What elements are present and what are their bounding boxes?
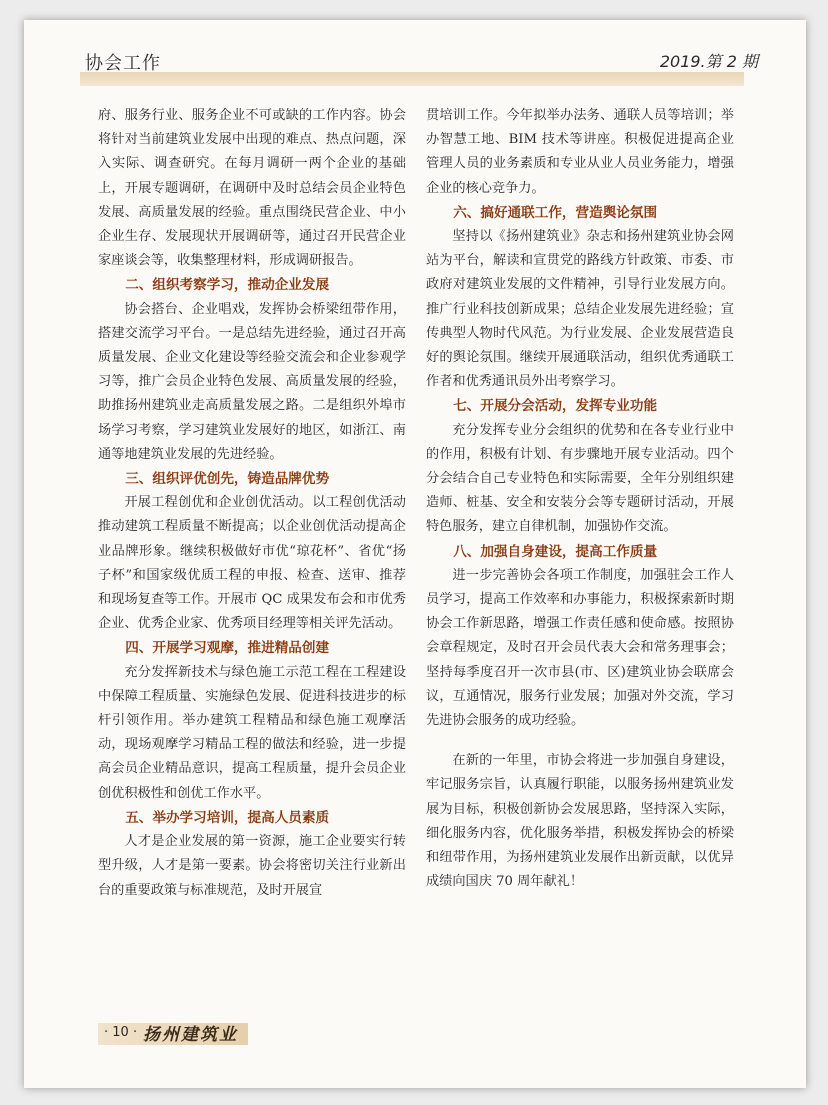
paragraph: 坚持以《扬州建筑业》杂志和扬州建筑业协会网站为平台，解读和宣贯党的路线方针政策、市委、市政府对建筑业发展的文件精神，引导行业发展方向。推广行业科技创新成果；总结企业发展先进经验；宣传典型人物时代风范。为行业发展、企业发展营造良好的舆论氛围。继续开展通联活动，组织优秀通联工作者和优秀通讯员外出考察学习。 <box>426 229 734 390</box>
left-column <box>98 104 406 903</box>
issue-label: 2019.第 2 期 <box>659 52 758 71</box>
section-title: 协会工作 <box>85 53 161 74</box>
section-heading: 六、搞好通联工作，营造舆论氛围 <box>453 204 658 221</box>
paragraph: 在新的一年里，市协会将进一步加强自身建设，牢记服务宗旨，认真履行职能，以服务扬州建筑业发展为目标，积极创新协会发展思路，坚持深入实际，细化服务内容，优化服务举措，积极发挥协会的桥梁和纽带作用，为扬州建筑业发展作出新贡献，以优异成绩向国庆 70 周年献礼！ <box>426 753 734 890</box>
paragraph: 进一步完善协会各项工作制度，加强驻会工作人员学习，提高工作效率和办事能力，积极探索新时期协会工作新思路，增强工作责任感和使命感。按照协会章程规定，及时召开会员代表大会和常务理事会；坚持每季度召开一次市县(市、区)建筑业协会联席会议，互通情况，服务行业发展；加强对外交流，学习先进协会服务的成功经验。 <box>426 567 734 729</box>
section-heading: 五、举办学习培训，提高人员素质 <box>125 809 330 826</box>
paragraph: 充分发挥专业分会组织的优势和在各专业行业中的作用，积极有计划、有步骤地开展专业活动。四个分会结合自己专业特色和实际需要，全年分别组织建造师、桩基、安全和安装分会等专题研讨活动，开展特色服务，建立自律机制，加强协作交流。 <box>426 422 734 535</box>
header-bar <box>80 72 744 86</box>
paragraph: 贯培训工作。今年拟举办法务、通联人员等培训；举办智慧工地、BIM 技术等讲座。积极促进提高企业管理人员的业务素质和专业从业人员业务能力，增强企业的核心竞争力。 <box>426 108 734 196</box>
section-heading: 四、开展学习观摩，推进精品创建 <box>125 640 330 657</box>
paragraph: 协会搭台、企业唱戏，发挥协会桥梁纽带作用，搭建交流学习平台。一是总结先进经验，通过召开高质量发展、企业文化建设等经验交流会和企业参观学习等，推广会员企业特色发展、高质量发展的经验，助推扬州建筑业走高质量发展之路。二是组织外埠市场学习考察，学习建筑业发展好的地区，如浙江、南通等地建筑业发展的先进经验。 <box>98 301 406 462</box>
paragraph-gap <box>426 733 734 749</box>
paragraph: 府、服务行业、服务企业不可或缺的工作内容。协会将针对当前建筑业发展中出现的难点、热点问题，深入实际、调查研究。在每月调研一两个企业的基础上，开展专题调研，在调研中及时总结会员企业特色发展、高质量发展的经验。重点围绕民营企业、中小企业生存、发展现状开展调研等，通过召开民营企业家座谈会等，收集整理材料，形成调研报告。 <box>98 108 406 269</box>
magazine-logo: 扬州建筑业 <box>143 1025 238 1045</box>
paragraph: 充分发挥新技术与绿色施工示范工程在工程建设中保障工程质量、实施绿色发展、促进科技进步的标杆引领作用。举办建筑工程精品和绿色施工观摩活动，现场观摩学习精品工程的做法和经验，进一步提高会员企业精品意识，提高工程质量，提升会员企业创优积极性和创优工作水平。 <box>98 664 406 801</box>
section-heading: 七、开展分会活动，发挥专业功能 <box>453 398 658 415</box>
paragraph: 开展工程创优和企业创优活动。以工程创优活动推动建筑工程质量不断提高；以企业创优活动提高企业品牌形象。继续积极做好市优“琼花杯”、省优“扬子杯”和国家级优质工程的申报、检查、送审、推荐和现场复查等工作。开展市 QC 成果发布会和市优秀企业、优秀企业家、优秀项目经理等相关评先活动。 <box>98 495 406 632</box>
section-heading: 八、加强自身建设，提高工作质量 <box>453 543 658 560</box>
right-column <box>426 104 734 895</box>
page-number: · 10 · <box>104 1025 138 1040</box>
section-heading: 三、组织评优创先，铸造品牌优势 <box>125 471 330 488</box>
paragraph: 人才是企业发展的第一资源，施工企业要实行转型升级，人才是第一要素。协会将密切关注行业新出台的重要政策与标准规范，及时开展宣 <box>98 834 406 898</box>
section-heading: 二、组织考察学习，推动企业发展 <box>125 277 330 294</box>
